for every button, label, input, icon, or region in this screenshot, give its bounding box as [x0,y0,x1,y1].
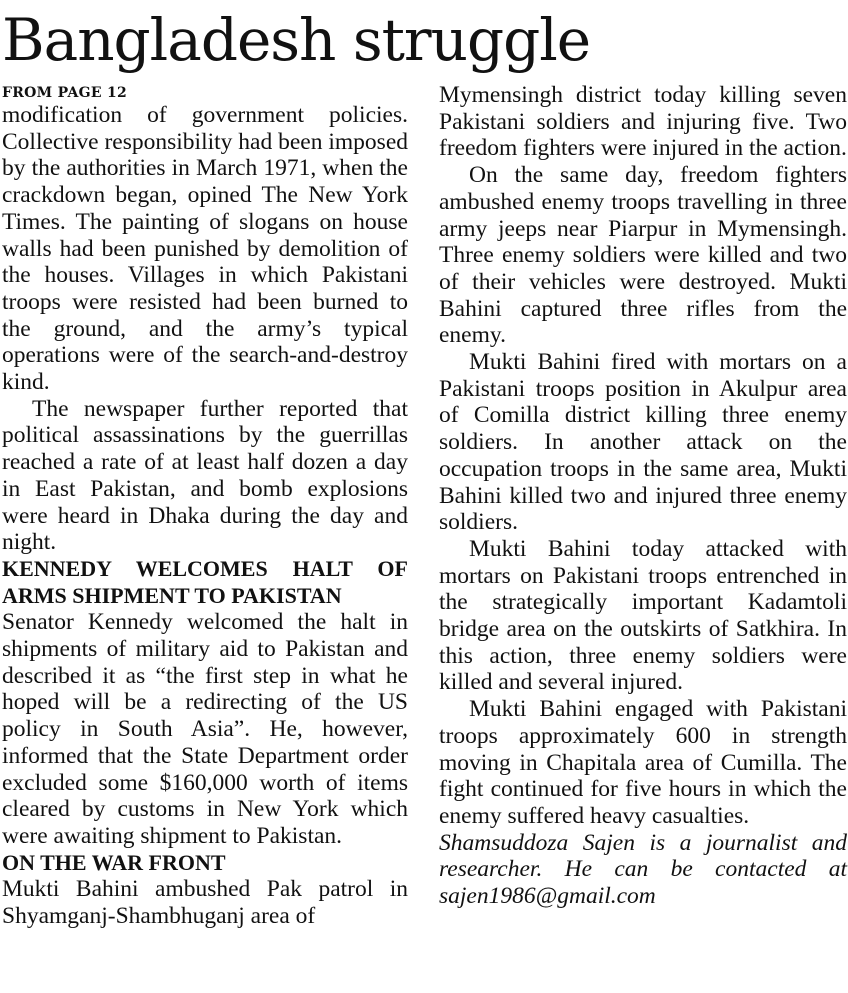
left-column [2,82,408,930]
body-paragraph: Mukti Bahini today attacked with mortars on Pakistani troops entrenched in the strategically important Kadamtoli bridge area on the outskirts of Satkhira. In this action, three enemy soldiers were killed and several injured. [439,535,847,696]
headline: Bangladesh struggle [2,6,591,74]
subheading-kennedy: KENNEDY WELCOMES HALT OF ARMS SHIPMENT TO PAKISTAN [2,555,408,608]
right-column [439,82,847,910]
continued-from-label: FROM PAGE 12 [2,85,128,101]
body-paragraph: The newspaper further reported that political assassinations by the guerrillas reached a rate of at least half dozen a day in East Pakistan, and bomb explosions were heard in Dhaka during the day and night. [2,395,408,556]
body-paragraph: Senator Kennedy welcomed the halt in shipments of military aid to Pakistan and described it as “the first step in what he hoped will be a redirecting of the US policy in South Asia”. He, however, informed that the State Department order excluded some $160,000 worth of items cleared by customs in New York which were awaiting shipment to Pakistan. [2,609,408,849]
body-paragraph: Mymensingh district today killing seven Pakistani soldiers and injuring five. Two freedom fighters were injured in the action. [439,82,847,162]
body-paragraph: Mukti Bahini fired with mortars on a Pakistani troops position in Akulpur area of Comilla district killing three enemy soldiers. In another attack on the occupation troops in the same area, Mukti Bahini killed two and injured three enemy soldiers. [439,349,847,536]
body-paragraph: modification of government policies. Collective responsibility had been imposed by the authorities in March 1971, when the crackdown began, opined The New York Times. The painting of slogans on house walls had been punished by demolition of the houses. Villages in which Pakistani troops were resisted had been burned to the ground, and the army’s typical operations were of the search-and-destroy kind. [2,102,408,396]
body-paragraph: Mukti Bahini engaged with Pakistani troops approximately 600 in strength moving in Chapitala area of Cumilla. The fight continued for five hours in which the enemy suffered heavy casualties. [439,696,847,829]
body-paragraph: Mukti Bahini ambushed Pak patrol in Shyamganj-Shambhuganj area of [2,876,408,930]
subheading-war-front: ON THE WAR FRONT [2,849,226,875]
author-credit: Shamsuddoza Sajen is a journalist and researcher. He can be contacted at sajen1986@gmail.com [439,829,847,910]
body-paragraph: On the same day, freedom fighters ambushed enemy troops travelling in three army jeeps near Piarpur in Mymensingh. Three enemy soldiers were killed and two of their vehicles were destroyed. Mukti Bahini captured three rifles from the enemy. [439,162,847,349]
